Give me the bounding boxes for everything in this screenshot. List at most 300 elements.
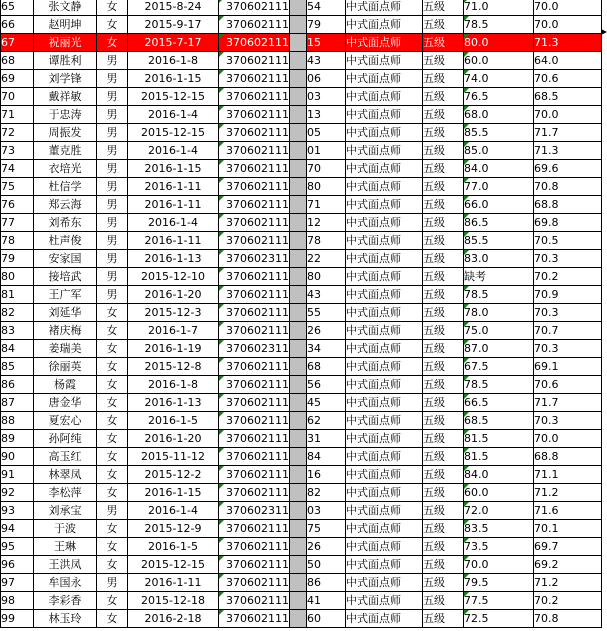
id-cell[interactable] xyxy=(219,16,290,34)
id-suffix-cell[interactable] xyxy=(307,358,346,376)
table-row[interactable] xyxy=(1,88,602,106)
hidden-column-gap[interactable] xyxy=(290,322,307,340)
level-cell[interactable] xyxy=(423,538,464,556)
gender-cell[interactable] xyxy=(97,358,128,376)
name-cell[interactable] xyxy=(34,52,97,70)
name-cell[interactable] xyxy=(34,574,97,592)
id-cell[interactable] xyxy=(219,0,290,16)
hidden-column-gap[interactable] xyxy=(290,196,307,214)
theory-score-cell[interactable] xyxy=(464,232,534,250)
id-cell[interactable] xyxy=(219,358,290,376)
hidden-column-gap[interactable] xyxy=(290,430,307,448)
name-cell[interactable] xyxy=(34,538,97,556)
practical-score-cell[interactable] xyxy=(534,520,602,538)
id-suffix-cell[interactable] xyxy=(307,538,346,556)
occupation-cell[interactable] xyxy=(346,376,423,394)
id-cell[interactable] xyxy=(219,520,290,538)
practical-score-cell[interactable] xyxy=(534,340,602,358)
gender-cell[interactable] xyxy=(97,538,128,556)
practical-score-cell[interactable] xyxy=(534,196,602,214)
gender-cell[interactable] xyxy=(97,160,128,178)
occupation-cell[interactable] xyxy=(346,448,423,466)
date-cell[interactable] xyxy=(128,520,219,538)
theory-score-cell[interactable] xyxy=(464,394,534,412)
row-number-cell[interactable] xyxy=(1,376,34,394)
id-cell[interactable] xyxy=(219,466,290,484)
level-cell[interactable] xyxy=(423,106,464,124)
id-suffix-cell[interactable] xyxy=(307,214,346,232)
theory-score-cell[interactable] xyxy=(464,448,534,466)
hidden-column-gap[interactable] xyxy=(290,376,307,394)
id-suffix-cell[interactable] xyxy=(307,16,346,34)
gender-cell[interactable] xyxy=(97,142,128,160)
id-cell[interactable] xyxy=(219,232,290,250)
occupation-cell[interactable] xyxy=(346,322,423,340)
date-cell[interactable] xyxy=(128,106,219,124)
row-number-cell[interactable] xyxy=(1,574,34,592)
theory-score-cell[interactable] xyxy=(464,484,534,502)
id-cell[interactable] xyxy=(219,448,290,466)
name-cell[interactable] xyxy=(34,34,97,52)
id-cell[interactable] xyxy=(219,34,290,52)
name-cell[interactable] xyxy=(34,592,97,610)
theory-score-cell[interactable] xyxy=(464,52,534,70)
table-row[interactable] xyxy=(1,304,602,322)
name-cell[interactable] xyxy=(34,394,97,412)
practical-score-cell[interactable] xyxy=(534,322,602,340)
id-suffix-cell[interactable] xyxy=(307,412,346,430)
occupation-cell[interactable] xyxy=(346,358,423,376)
name-cell[interactable] xyxy=(34,268,97,286)
row-number-cell[interactable] xyxy=(1,106,34,124)
name-cell[interactable] xyxy=(34,178,97,196)
gender-cell[interactable] xyxy=(97,610,128,628)
practical-score-cell[interactable] xyxy=(534,430,602,448)
date-cell[interactable] xyxy=(128,538,219,556)
hidden-column-gap[interactable] xyxy=(290,394,307,412)
theory-score-cell[interactable] xyxy=(464,412,534,430)
name-cell[interactable] xyxy=(34,430,97,448)
id-suffix-cell[interactable] xyxy=(307,0,346,16)
gender-cell[interactable] xyxy=(97,556,128,574)
id-cell[interactable] xyxy=(219,322,290,340)
id-cell[interactable] xyxy=(219,70,290,88)
id-suffix-cell[interactable] xyxy=(307,88,346,106)
level-cell[interactable] xyxy=(423,0,464,16)
id-cell[interactable] xyxy=(219,574,290,592)
name-cell[interactable] xyxy=(34,466,97,484)
id-suffix-cell[interactable] xyxy=(307,430,346,448)
table-row[interactable] xyxy=(1,484,602,502)
occupation-cell[interactable] xyxy=(346,106,423,124)
date-cell[interactable] xyxy=(128,610,219,628)
level-cell[interactable] xyxy=(423,232,464,250)
id-suffix-cell[interactable] xyxy=(307,34,346,52)
id-suffix-cell[interactable] xyxy=(307,376,346,394)
theory-score-cell[interactable] xyxy=(464,196,534,214)
level-cell[interactable] xyxy=(423,196,464,214)
theory-score-cell[interactable] xyxy=(464,88,534,106)
id-cell[interactable] xyxy=(219,178,290,196)
id-cell[interactable] xyxy=(219,412,290,430)
table-row[interactable] xyxy=(1,178,602,196)
id-suffix-cell[interactable] xyxy=(307,304,346,322)
date-cell[interactable] xyxy=(128,340,219,358)
id-suffix-cell[interactable] xyxy=(307,520,346,538)
gender-cell[interactable] xyxy=(97,592,128,610)
id-suffix-cell[interactable] xyxy=(307,124,346,142)
level-cell[interactable] xyxy=(423,34,464,52)
date-cell[interactable] xyxy=(128,412,219,430)
date-cell[interactable] xyxy=(128,430,219,448)
level-cell[interactable] xyxy=(423,412,464,430)
occupation-cell[interactable] xyxy=(346,0,423,16)
gender-cell[interactable] xyxy=(97,16,128,34)
occupation-cell[interactable] xyxy=(346,250,423,268)
id-cell[interactable] xyxy=(219,394,290,412)
name-cell[interactable] xyxy=(34,340,97,358)
date-cell[interactable] xyxy=(128,358,219,376)
row-number-cell[interactable] xyxy=(1,520,34,538)
name-cell[interactable] xyxy=(34,232,97,250)
occupation-cell[interactable] xyxy=(346,412,423,430)
date-cell[interactable] xyxy=(128,394,219,412)
hidden-column-gap[interactable] xyxy=(290,574,307,592)
table-row[interactable] xyxy=(1,142,602,160)
table-row[interactable] xyxy=(1,286,602,304)
date-cell[interactable] xyxy=(128,52,219,70)
occupation-cell[interactable] xyxy=(346,232,423,250)
level-cell[interactable] xyxy=(423,142,464,160)
level-cell[interactable] xyxy=(423,592,464,610)
level-cell[interactable] xyxy=(423,286,464,304)
table-row[interactable] xyxy=(1,394,602,412)
occupation-cell[interactable] xyxy=(346,574,423,592)
id-cell[interactable] xyxy=(219,430,290,448)
table-row[interactable] xyxy=(1,196,602,214)
name-cell[interactable] xyxy=(34,0,97,16)
table-row[interactable] xyxy=(1,358,602,376)
occupation-cell[interactable] xyxy=(346,52,423,70)
level-cell[interactable] xyxy=(423,88,464,106)
date-cell[interactable] xyxy=(128,88,219,106)
hidden-column-gap[interactable] xyxy=(290,412,307,430)
practical-score-cell[interactable] xyxy=(534,142,602,160)
theory-score-cell[interactable] xyxy=(464,340,534,358)
name-cell[interactable] xyxy=(34,520,97,538)
theory-score-cell[interactable] xyxy=(464,592,534,610)
row-number-cell[interactable] xyxy=(1,610,34,628)
id-suffix-cell[interactable] xyxy=(307,250,346,268)
table-row[interactable] xyxy=(1,268,602,286)
name-cell[interactable] xyxy=(34,160,97,178)
gender-cell[interactable] xyxy=(97,286,128,304)
theory-score-cell[interactable] xyxy=(464,16,534,34)
date-cell[interactable] xyxy=(128,178,219,196)
gender-cell[interactable] xyxy=(97,106,128,124)
date-cell[interactable] xyxy=(128,142,219,160)
level-cell[interactable] xyxy=(423,556,464,574)
name-cell[interactable] xyxy=(34,16,97,34)
table-row[interactable] xyxy=(1,340,602,358)
practical-score-cell[interactable] xyxy=(534,160,602,178)
table-row[interactable] xyxy=(1,376,602,394)
practical-score-cell[interactable] xyxy=(534,70,602,88)
id-cell[interactable] xyxy=(219,160,290,178)
theory-score-cell[interactable] xyxy=(464,214,534,232)
hidden-column-gap[interactable] xyxy=(290,592,307,610)
row-number-cell[interactable] xyxy=(1,538,34,556)
id-cell[interactable] xyxy=(219,106,290,124)
date-cell[interactable] xyxy=(128,502,219,520)
occupation-cell[interactable] xyxy=(346,592,423,610)
gender-cell[interactable] xyxy=(97,124,128,142)
row-number-cell[interactable] xyxy=(1,358,34,376)
theory-score-cell[interactable] xyxy=(464,160,534,178)
level-cell[interactable] xyxy=(423,466,464,484)
gender-cell[interactable] xyxy=(97,268,128,286)
gender-cell[interactable] xyxy=(97,0,128,16)
id-cell[interactable] xyxy=(219,142,290,160)
level-cell[interactable] xyxy=(423,322,464,340)
hidden-column-gap[interactable] xyxy=(290,124,307,142)
practical-score-cell[interactable] xyxy=(534,88,602,106)
theory-score-cell[interactable] xyxy=(464,574,534,592)
level-cell[interactable] xyxy=(423,250,464,268)
hidden-column-gap[interactable] xyxy=(290,286,307,304)
date-cell[interactable] xyxy=(128,0,219,16)
level-cell[interactable] xyxy=(423,16,464,34)
row-number-cell[interactable] xyxy=(1,214,34,232)
id-cell[interactable] xyxy=(219,124,290,142)
name-cell[interactable] xyxy=(34,322,97,340)
level-cell[interactable] xyxy=(423,376,464,394)
level-cell[interactable] xyxy=(423,178,464,196)
row-number-cell[interactable] xyxy=(1,430,34,448)
table-row[interactable] xyxy=(1,106,602,124)
table-row[interactable] xyxy=(1,430,602,448)
hidden-column-gap[interactable] xyxy=(290,538,307,556)
date-cell[interactable] xyxy=(128,304,219,322)
occupation-cell[interactable] xyxy=(346,160,423,178)
table-row[interactable] xyxy=(1,232,602,250)
gender-cell[interactable] xyxy=(97,340,128,358)
gender-cell[interactable] xyxy=(97,304,128,322)
row-number-cell[interactable] xyxy=(1,484,34,502)
id-cell[interactable] xyxy=(219,304,290,322)
id-suffix-cell[interactable] xyxy=(307,196,346,214)
gender-cell[interactable] xyxy=(97,484,128,502)
theory-score-cell[interactable] xyxy=(464,124,534,142)
row-number-cell[interactable] xyxy=(1,412,34,430)
gender-cell[interactable] xyxy=(97,466,128,484)
hidden-column-gap[interactable] xyxy=(290,214,307,232)
theory-score-cell[interactable] xyxy=(464,178,534,196)
practical-score-cell[interactable] xyxy=(534,214,602,232)
gender-cell[interactable] xyxy=(97,574,128,592)
occupation-cell[interactable] xyxy=(346,394,423,412)
date-cell[interactable] xyxy=(128,592,219,610)
occupation-cell[interactable] xyxy=(346,214,423,232)
date-cell[interactable] xyxy=(128,574,219,592)
table-row[interactable] xyxy=(1,160,602,178)
table-row[interactable] xyxy=(1,592,602,610)
practical-score-cell[interactable] xyxy=(534,502,602,520)
table-row[interactable] xyxy=(1,52,602,70)
id-suffix-cell[interactable] xyxy=(307,466,346,484)
gender-cell[interactable] xyxy=(97,520,128,538)
id-cell[interactable] xyxy=(219,286,290,304)
name-cell[interactable] xyxy=(34,124,97,142)
level-cell[interactable] xyxy=(423,484,464,502)
id-suffix-cell[interactable] xyxy=(307,322,346,340)
practical-score-cell[interactable] xyxy=(534,178,602,196)
id-cell[interactable] xyxy=(219,556,290,574)
date-cell[interactable] xyxy=(128,322,219,340)
practical-score-cell[interactable] xyxy=(534,52,602,70)
hidden-column-gap[interactable] xyxy=(290,232,307,250)
level-cell[interactable] xyxy=(423,214,464,232)
gender-cell[interactable] xyxy=(97,214,128,232)
hidden-column-gap[interactable] xyxy=(290,34,307,52)
level-cell[interactable] xyxy=(423,124,464,142)
gender-cell[interactable] xyxy=(97,52,128,70)
level-cell[interactable] xyxy=(423,574,464,592)
id-cell[interactable] xyxy=(219,52,290,70)
id-suffix-cell[interactable] xyxy=(307,448,346,466)
row-number-cell[interactable] xyxy=(1,304,34,322)
hidden-column-gap[interactable] xyxy=(290,142,307,160)
id-suffix-cell[interactable] xyxy=(307,268,346,286)
hidden-column-gap[interactable] xyxy=(290,520,307,538)
practical-score-cell[interactable] xyxy=(534,376,602,394)
date-cell[interactable] xyxy=(128,70,219,88)
id-cell[interactable] xyxy=(219,484,290,502)
practical-score-cell[interactable] xyxy=(534,16,602,34)
gender-cell[interactable] xyxy=(97,88,128,106)
hidden-column-gap[interactable] xyxy=(290,106,307,124)
practical-score-cell[interactable] xyxy=(534,34,602,52)
id-cell[interactable] xyxy=(219,610,290,628)
row-number-cell[interactable] xyxy=(1,124,34,142)
practical-score-cell[interactable] xyxy=(534,268,602,286)
id-cell[interactable] xyxy=(219,88,290,106)
id-suffix-cell[interactable] xyxy=(307,160,346,178)
date-cell[interactable] xyxy=(128,466,219,484)
row-number-cell[interactable] xyxy=(1,322,34,340)
id-suffix-cell[interactable] xyxy=(307,70,346,88)
row-number-cell[interactable] xyxy=(1,142,34,160)
practical-score-cell[interactable] xyxy=(534,538,602,556)
date-cell[interactable] xyxy=(128,250,219,268)
theory-score-cell[interactable] xyxy=(464,34,534,52)
hidden-column-gap[interactable] xyxy=(290,268,307,286)
occupation-cell[interactable] xyxy=(346,502,423,520)
id-cell[interactable] xyxy=(219,376,290,394)
level-cell[interactable] xyxy=(423,358,464,376)
id-cell[interactable] xyxy=(219,340,290,358)
gender-cell[interactable] xyxy=(97,430,128,448)
name-cell[interactable] xyxy=(34,286,97,304)
hidden-column-gap[interactable] xyxy=(290,448,307,466)
row-number-cell[interactable] xyxy=(1,70,34,88)
hidden-column-gap[interactable] xyxy=(290,160,307,178)
occupation-cell[interactable] xyxy=(346,556,423,574)
name-cell[interactable] xyxy=(34,88,97,106)
theory-score-cell[interactable] xyxy=(464,286,534,304)
row-number-cell[interactable] xyxy=(1,502,34,520)
gender-cell[interactable] xyxy=(97,34,128,52)
gender-cell[interactable] xyxy=(97,232,128,250)
hidden-column-gap[interactable] xyxy=(290,250,307,268)
id-cell[interactable] xyxy=(219,592,290,610)
row-number-cell[interactable] xyxy=(1,286,34,304)
id-cell[interactable] xyxy=(219,268,290,286)
occupation-cell[interactable] xyxy=(346,142,423,160)
practical-score-cell[interactable] xyxy=(534,232,602,250)
row-number-cell[interactable] xyxy=(1,196,34,214)
occupation-cell[interactable] xyxy=(346,88,423,106)
occupation-cell[interactable] xyxy=(346,268,423,286)
hidden-column-gap[interactable] xyxy=(290,610,307,628)
date-cell[interactable] xyxy=(128,448,219,466)
date-cell[interactable] xyxy=(128,196,219,214)
table-row[interactable] xyxy=(1,448,602,466)
practical-score-cell[interactable] xyxy=(534,106,602,124)
date-cell[interactable] xyxy=(128,214,219,232)
id-suffix-cell[interactable] xyxy=(307,286,346,304)
occupation-cell[interactable] xyxy=(346,520,423,538)
table-row[interactable] xyxy=(1,70,602,88)
occupation-cell[interactable] xyxy=(346,16,423,34)
row-number-cell[interactable] xyxy=(1,340,34,358)
row-number-cell[interactable] xyxy=(1,160,34,178)
occupation-cell[interactable] xyxy=(346,430,423,448)
table-row[interactable] xyxy=(1,520,602,538)
gender-cell[interactable] xyxy=(97,502,128,520)
id-suffix-cell[interactable] xyxy=(307,574,346,592)
gender-cell[interactable] xyxy=(97,178,128,196)
occupation-cell[interactable] xyxy=(346,178,423,196)
occupation-cell[interactable] xyxy=(346,340,423,358)
gender-cell[interactable] xyxy=(97,196,128,214)
hidden-column-gap[interactable] xyxy=(290,484,307,502)
row-number-cell[interactable] xyxy=(1,250,34,268)
gender-cell[interactable] xyxy=(97,394,128,412)
date-cell[interactable] xyxy=(128,232,219,250)
theory-score-cell[interactable] xyxy=(464,502,534,520)
practical-score-cell[interactable] xyxy=(534,124,602,142)
table-row[interactable] xyxy=(1,0,602,16)
row-number-cell[interactable] xyxy=(1,232,34,250)
id-suffix-cell[interactable] xyxy=(307,484,346,502)
practical-score-cell[interactable] xyxy=(534,466,602,484)
id-suffix-cell[interactable] xyxy=(307,142,346,160)
occupation-cell[interactable] xyxy=(346,484,423,502)
level-cell[interactable] xyxy=(423,610,464,628)
table-row[interactable] xyxy=(1,412,602,430)
practical-score-cell[interactable] xyxy=(534,448,602,466)
id-cell[interactable] xyxy=(219,250,290,268)
date-cell[interactable] xyxy=(128,16,219,34)
name-cell[interactable] xyxy=(34,142,97,160)
occupation-cell[interactable] xyxy=(346,538,423,556)
level-cell[interactable] xyxy=(423,520,464,538)
gender-cell[interactable] xyxy=(97,250,128,268)
table-row[interactable] xyxy=(1,610,602,628)
name-cell[interactable] xyxy=(34,250,97,268)
id-suffix-cell[interactable] xyxy=(307,556,346,574)
